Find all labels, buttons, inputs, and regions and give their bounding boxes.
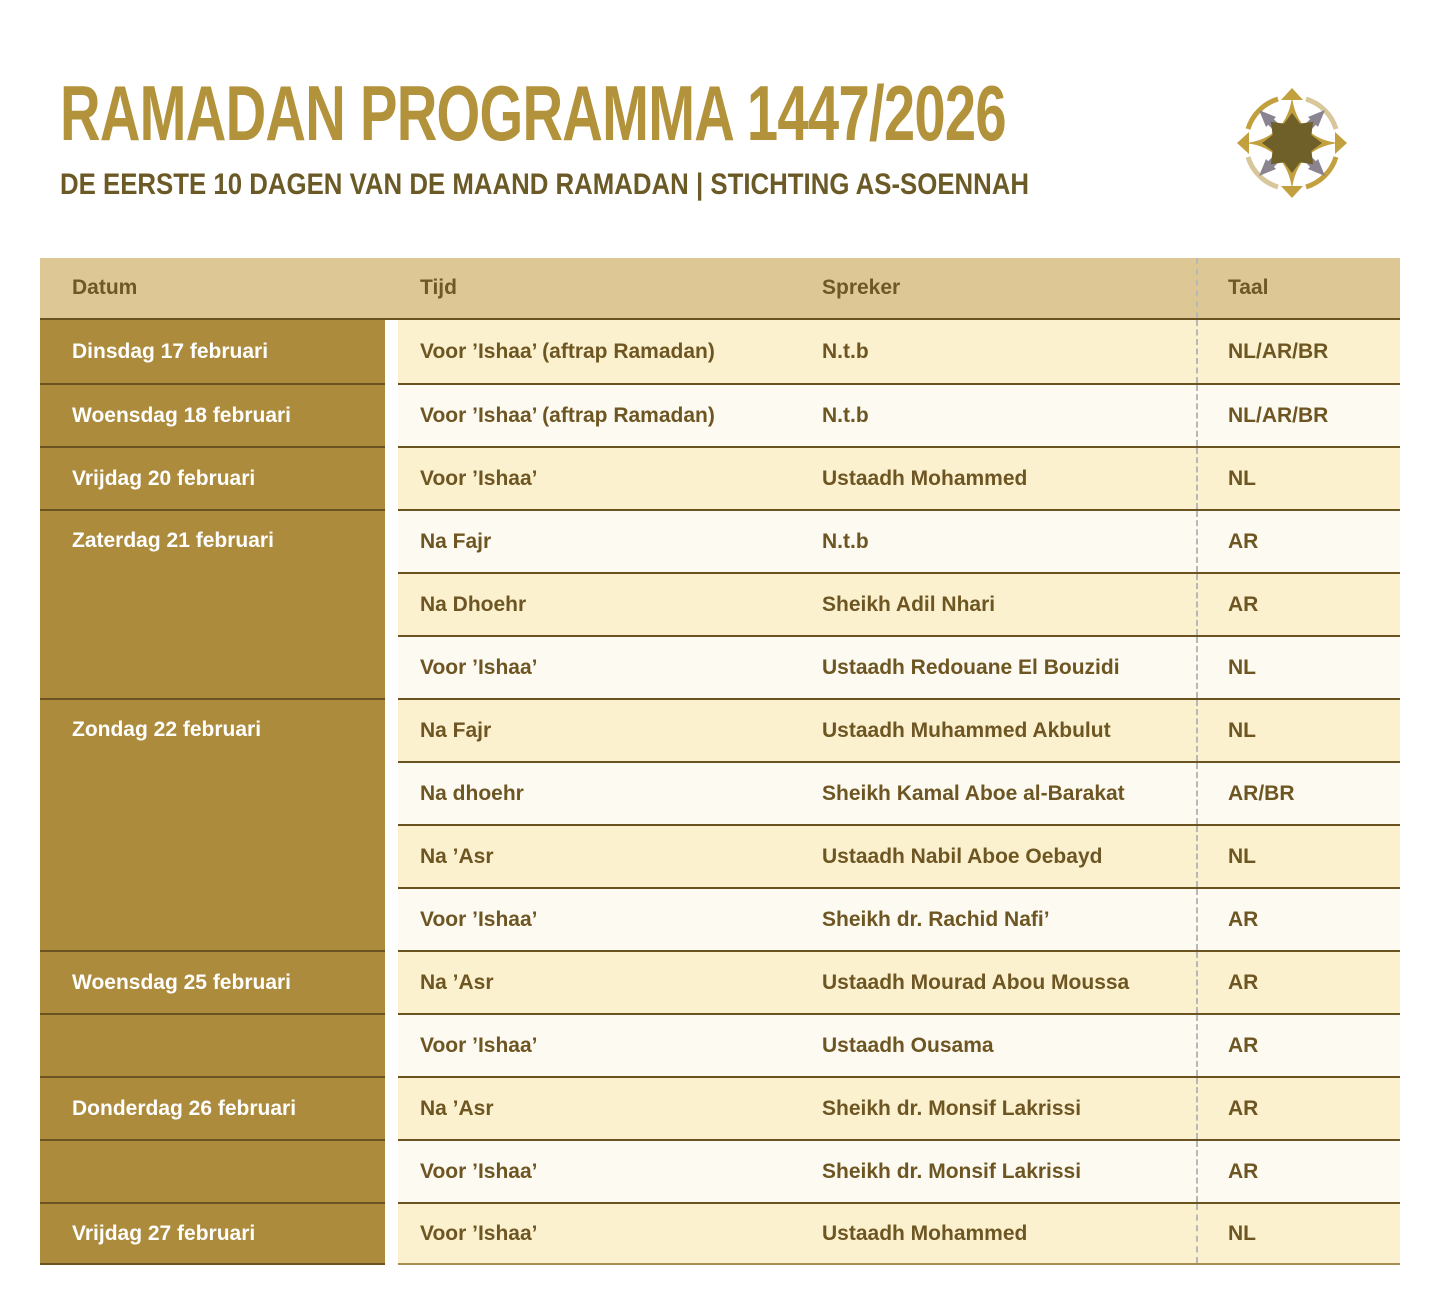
cell-taal: AR [1228,907,1259,931]
column-header-spreker: Spreker [822,276,901,299]
cell-taal: NL [1228,1221,1256,1245]
cell-tijd: Na dhoehr [420,781,524,805]
table-row [398,761,1400,824]
table-row [398,572,1400,635]
cell-taal: AR [1228,592,1259,616]
table-row [398,824,1400,887]
cell-taal: AR [1228,970,1259,994]
date-cell: Dinsdag 17 februari [40,320,385,383]
cell-taal: AR [1228,1159,1259,1183]
cell-taal: AR [1228,1033,1259,1057]
table-row [398,698,1400,761]
cell-spreker: N.t.b [822,529,869,553]
cell-spreker: Sheikh Kamal Aboe al-Barakat [822,781,1125,805]
cell-spreker: Sheikh dr. Monsif Lakrissi [822,1159,1082,1183]
cell-tijd: Voor ’Ishaa’ (aftrap Ramadan) [420,339,715,363]
table-row [398,635,1400,698]
cell-spreker: Ustaadh Muhammed Akbulut [822,718,1111,742]
cell-taal: NL/AR/BR [1228,339,1329,363]
table-row [398,383,1400,446]
cell-taal: AR [1228,1096,1259,1120]
compass-star-logo-icon [1232,83,1352,203]
table-row [398,1139,1400,1202]
cell-spreker: Sheikh dr. Monsif Lakrissi [822,1096,1082,1120]
date-cell-empty [40,1139,385,1202]
cell-tijd: Na ’Asr [420,1096,494,1120]
date-cell: Vrijdag 27 februari [40,1202,385,1265]
cell-taal: NL [1228,466,1256,490]
date-cell: Donderdag 26 februari [40,1076,385,1139]
table-row [398,320,1400,383]
cell-tijd: Voor ’Ishaa’ [420,466,538,490]
table-row [398,1076,1400,1139]
date-cell: Woensdag 25 februari [40,950,385,1013]
date-cell: Zondag 22 februari [40,698,385,950]
cell-spreker: N.t.b [822,339,869,363]
column-header-tijd: Tijd [420,276,457,299]
date-cell: Vrijdag 20 februari [40,446,385,509]
cell-spreker: Ustaadh Mourad Abou Moussa [822,970,1130,994]
cell-tijd: Voor ’Ishaa’ [420,1159,538,1183]
table-body [40,320,1400,1265]
cell-tijd: Na ’Asr [420,970,494,994]
date-column-gap [385,320,398,1265]
table-row [398,887,1400,950]
cell-taal: NL [1228,718,1256,742]
column-header-datum: Datum [72,276,138,299]
column-header-taal: Taal [1228,276,1269,299]
table-row [398,509,1400,572]
table-row [398,1202,1400,1265]
cell-tijd: Voor ’Ishaa’ [420,907,538,931]
cell-tijd: Na ’Asr [420,844,494,868]
cell-spreker: N.t.b [822,403,869,427]
cell-taal: AR [1228,529,1259,553]
cell-spreker: Ustaadh Redouane El Bouzidi [822,655,1120,679]
cell-taal: NL [1228,655,1256,679]
date-cell: Woensdag 18 februari [40,383,385,446]
cell-tijd: Voor ’Ishaa’ (aftrap Ramadan) [420,403,715,427]
table-row [398,950,1400,1013]
cell-tijd: Voor ’Ishaa’ [420,1221,538,1245]
cell-spreker: Ustaadh Mohammed [822,1221,1028,1245]
cell-tijd: Na Fajr [420,529,492,553]
cell-spreker: Sheikh dr. Rachid Nafi’ [822,907,1050,931]
cell-taal: NL/AR/BR [1228,403,1329,427]
page-subtitle: DE EERSTE 10 DAGEN VAN DE MAAND RAMADAN | STICHTING AS-SOENNAH [60,168,1030,201]
table-header-row [40,258,1400,320]
cell-tijd: Na Fajr [420,718,492,742]
schedule-table [40,258,1400,1265]
cell-taal: AR/BR [1228,781,1295,805]
cell-tijd: Na Dhoehr [420,592,527,616]
page-title: RAMADAN PROGRAMMA 1447/2026 [60,69,1006,157]
cell-tijd: Voor ’Ishaa’ [420,1033,538,1057]
cell-tijd: Voor ’Ishaa’ [420,655,538,679]
date-cell-empty [40,1013,385,1076]
cell-spreker: Ustaadh Nabil Aboe Oebayd [822,844,1103,868]
cell-spreker: Ustaadh Mohammed [822,466,1028,490]
table-row [398,446,1400,509]
cell-spreker: Ustaadh Ousama [822,1033,994,1057]
date-cell: Zaterdag 21 februari [40,509,385,698]
cell-taal: NL [1228,844,1256,868]
cell-spreker: Sheikh Adil Nhari [822,592,996,616]
table-row [398,1013,1400,1076]
